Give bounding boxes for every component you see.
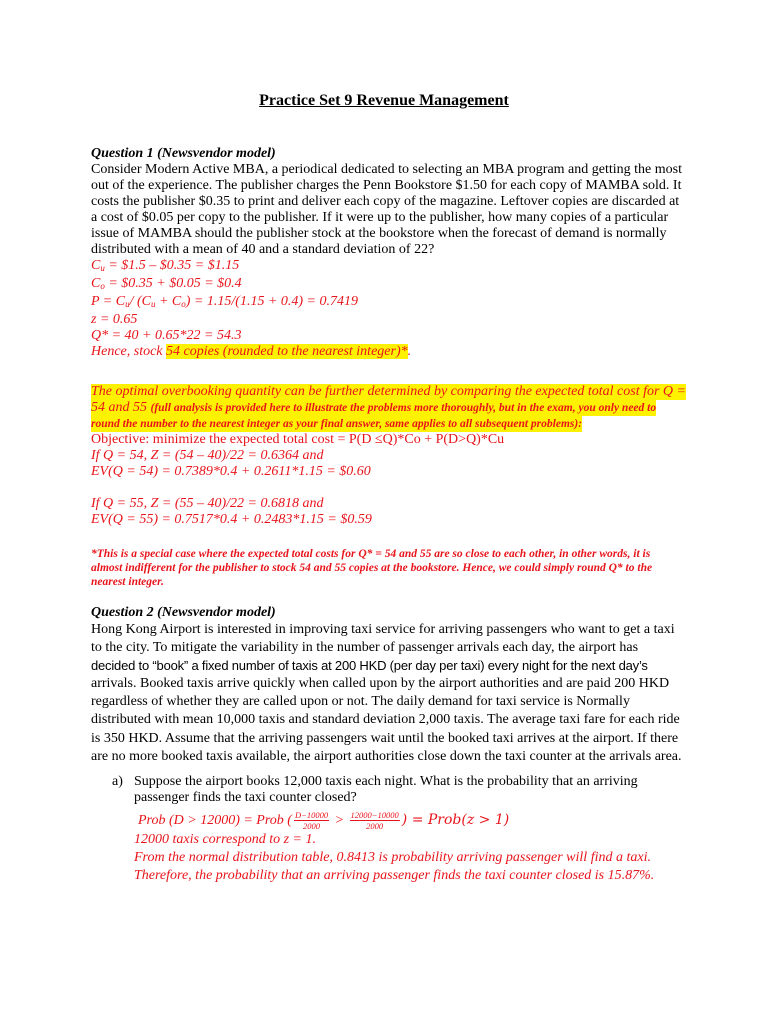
q1-body-line: out of the experience. The publisher charges the Penn Bookstore $1.50 for each copy of MAMBA sold. It [91,178,682,193]
if-55-line: If Q = 55, Z = (55 – 40)/22 = 0.6818 and [91,496,324,511]
question-1-body [91,162,681,258]
overbooking-analysis [91,384,691,528]
question-2-body [91,621,691,766]
q1-body-line: Consider Modern Active MBA, a periodical dedicated to selecting an MBA program and getting the most [91,162,682,177]
q1-solution [91,258,681,360]
question-2-part-a [112,774,682,894]
question-1-heading: Question 1 (Newsvendor model) [91,146,276,161]
q2-body-line: is 350 HKD. Assume that the arriving passengers wait until the booked taxi arrives at the airport. If there [91,730,679,746]
q2-body-line: to the city. To mitigate the variability in the number of passenger arrivals each day, the airport has [91,640,639,656]
fraction-1: $\frac{D-10000}{2000}$ [294,810,329,832]
q2-body-line: Hong Kong Airport is interested in improving taxi service for arriving passengers who want to get a taxi [91,622,675,637]
answer-line: From the normal distribution table, 0.8413 is probability arriving passenger will find a taxi. [134,850,651,865]
fraction-2: $\frac{12000-10000}{2000}$ [350,810,399,832]
hence-line: Hence, stock 54 copies (rounded to the nearest integer)*. [91,344,412,359]
z-line: z = 0.65 [91,312,138,327]
q1-body-line: a cost of $0.05 per copy to the publisher. If it were up to the publisher, how many copies of a particular [91,210,669,225]
opt-line-1: The optimal overbooking quantity can be further determined by comparing the expected total cost for Q = [91,384,686,399]
note-line: *This is a special case where the expected total costs for Q* = 54 and 55 are so close to each other, in other words, it is [91,548,651,560]
q-star-line: Q* = 40 + 0.65*22 = 54.3 [91,328,242,343]
part-a-line: passenger finds the taxi counter closed? [134,790,357,805]
part-a-line: Suppose the airport books 12,000 taxis each night. What is the probability that an arriving [134,774,638,789]
q1-body-line: distributed with a mean of 40 and a standard deviation of 22? [91,242,435,257]
note-line: almost indifferent for the publisher to stock 54 and 55 copies at the bookstore. Hence, we could simply round Q* to the [91,562,653,574]
q2-body-line: distributed with mean 10,000 taxis and standard deviation 2,000 taxis. The average taxi fare for each ride [91,712,680,728]
answer-line: 12000 taxis correspond to z = 1. [134,832,316,847]
co-line: $C_o$ = $0.35 + $0.05 = $0.4 [91,276,242,291]
q1-body-line: costs the publisher $0.35 to print and deliver each copy of the magazine. Leftover copies are discarded at [91,194,680,209]
ev-55-line: EV(Q = 55) = 0.7517*0.4 + 0.2483*1.15 = $0.59 [91,512,372,527]
ev-54-line: EV(Q = 54) = 0.7389*0.4 + 0.2611*1.15 = $0.60 [91,464,371,479]
page-title: Practice Set 9 Revenue Management [259,92,509,109]
opt-line-2: 54 and 55 (full analysis is provided here to illustrate the problems more thoroughly, but in the exam, you only need to [91,400,657,415]
opt-line-3: round the number to the nearest integer as your final answer, same applies to all subsequent problems): [91,418,583,430]
q2-body-line: decided to “book” a fixed number of taxis at 200 HKD (per day per taxi) every night for the next day’s [91,658,648,674]
question-2-heading: Question 2 (Newsvendor model) [91,605,276,620]
note-line: nearest integer. [91,576,164,588]
part-a-label: a) [112,774,123,789]
question-1 [91,146,681,360]
q2-body-line: arrivals. Booked taxis arrive quickly when called upon by the airport authorities and are paid 200 HKD [91,676,670,692]
part-a-body [134,774,679,884]
question-2 [91,605,691,766]
q2-body-line: are no more booked taxis available, the airport authorities close down the taxi counter at the arrivals area. [91,748,682,764]
cu-line: $C_u$ = $1.5 – $0.35 = $1.15 [91,258,240,273]
probability-equation: Prob (D > 12000) = Prob ( $\frac{D-10000}{2000}$ > $\frac{12000-10000}{2000}$ ) = Prob(z > 1) [138,810,510,832]
special-case-note [91,547,691,589]
critical-ratio-line: $P = C_u/$ $(C_u + C_o) = 1.15/(1.15 + 0.4) = 0.7419$ [91,294,358,309]
answer-line: Therefore, the probability that an arriving passenger finds the taxi counter closed is 15.87%. [134,868,655,883]
if-54-line: If Q = 54, Z = (54 – 40)/22 = 0.6364 and [91,448,324,463]
objective-line: Objective: minimize the expected total cost = P(D ≤Q)*Co + P(D>Q)*Cu [91,432,505,447]
q1-body-line: issue of MAMBA should the publisher stock at the bookstore when the forecast of demand is normally [91,226,667,241]
q2-body-line: regardless of whether they are called upon or not. The daily demand for taxi service is Normally [91,694,630,710]
highlighted-answer: 54 copies (rounded to the nearest integer)* [166,344,408,359]
